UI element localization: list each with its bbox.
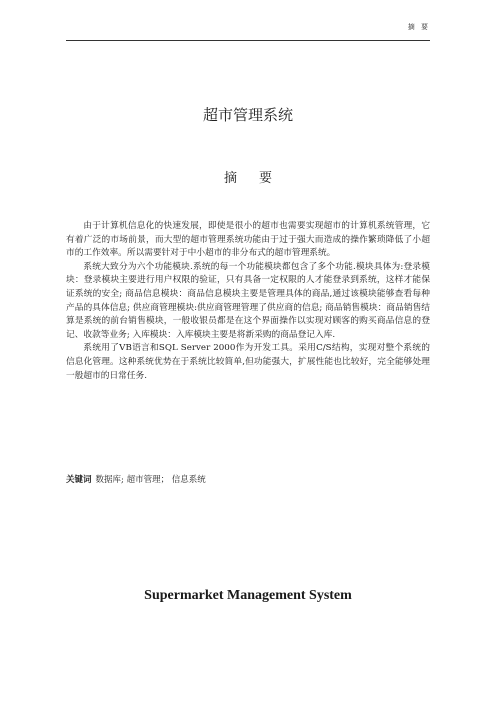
abstract-body bbox=[66, 220, 430, 383]
running-header: 摘 要 bbox=[407, 23, 430, 31]
header-rule bbox=[66, 40, 430, 41]
english-title: Supermarket Management System bbox=[144, 588, 352, 603]
abstract-paragraph-1: 由于计算机信息化的快速发展，即使是很小的超市也需要实现超市的计算机系统管理，它有着广泛的市场前景，而大型的超市管理系统功能由于过于强大而造成的操作繁琐降低了小超市的工作效率。所以需要针对于中小超市的非分布式的超市管理系统。 bbox=[66, 221, 430, 259]
abstract-heading: 摘要 bbox=[223, 171, 294, 186]
keywords-line bbox=[66, 473, 430, 485]
page-title: 超市管理系统 bbox=[202, 106, 293, 124]
abstract-paragraph-3: 系统用了VB语言和SQL Server 2000作为开发工具。采用C/S结构，实现对整个系统的信息化管理。这种系统优势在于系统比较简单,但功能强大，扩展性能也比较好，完全能够处理一般超市的日常任务. bbox=[66, 343, 430, 381]
abstract-paragraph-2: 系统大致分为六个功能模块.系统的每一个功能模块都包含了多个功能.模块具体为:登录模块：登录模块主要进行用户权限的验证，只有具备一定权限的人才能登录到系统，这样才能保证系统的安全; 商品信息模块：商品信息模块主要是管理具体的商品,通过该模块能够查看每种产品的具体信息; 供应商管理模块:供应商管理管理了供应商的信息; 商品销售模块：商品销售结算是系统的前台销售模块，一般收银员都是在这个界面操作以实现对顾客的购买商品信息的登记、收款等业务; 入库模块：入库模块主要是将新采购的商品登记入库. bbox=[66, 261, 430, 340]
keywords-label: 关键词 bbox=[66, 475, 92, 485]
keywords-value: 数据库; 超市管理； 信息系统 bbox=[95, 475, 206, 485]
